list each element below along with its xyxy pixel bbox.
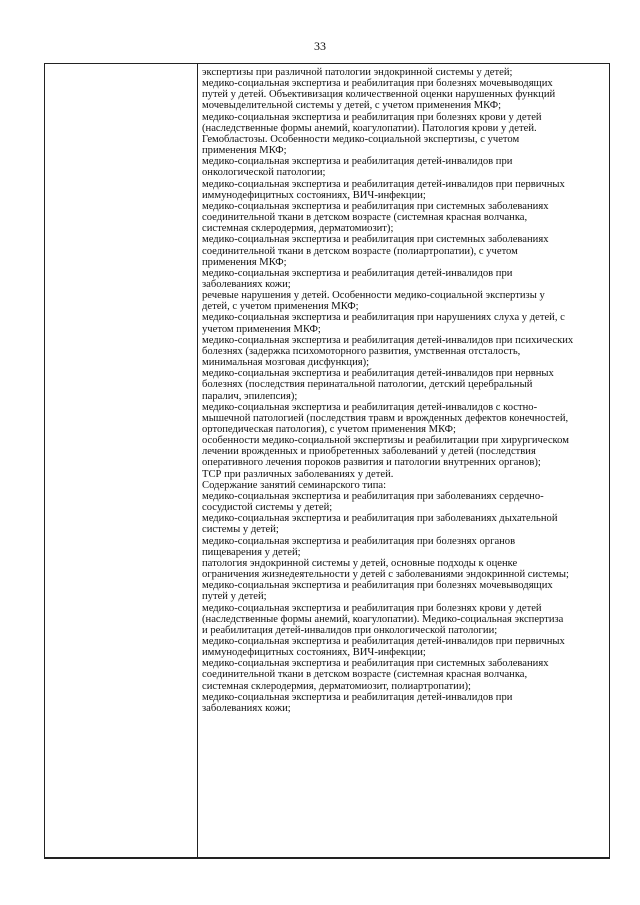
paragraph: медико-социальная экспертиза и реабилитация при болезнях мочевыводящих путей у детей. Объективизация количественной оценки нарушенных функций мочевыделительной системы у детей, с учетом применения МКФ; — [202, 78, 556, 112]
table-cell-content — [202, 67, 608, 714]
paragraph: медико-социальная экспертиза и реабилитация при системных заболеваниях соединительной ткани в детском возрасте (системная красная волчанка, системная склеродермия, дерматомиозит, полиартропатии); — [202, 658, 549, 692]
paragraph: особенности медико-социальной экспертизы и реабилитации при хирургическом лечении врожденных и приобретенных заболеваний у детей (последствия оперативного лечения пороков развития и патологии внутренних органов); — [202, 435, 569, 469]
paragraph: медико-социальная экспертиза и реабилитация при заболеваниях сердечно- сосудистой системы у детей; — [202, 490, 544, 514]
table-bottom-border — [44, 858, 610, 859]
paragraph: медико-социальная экспертиза и реабилитация при заболеваниях дыхательной системы у детей; — [202, 513, 558, 536]
paragraph: медико-социальная экспертиза и реабилитация детей-инвалидов при заболеваниях кожи; — [202, 267, 513, 290]
paragraph: медико-социальная экспертиза и реабилитация детей-инвалидов при психических болезнях (задержка психомоторного развития, умственная отсталость, минимальная мозговая дисфункция); — [202, 334, 574, 369]
content-table — [44, 63, 610, 858]
paragraph: Содержание занятий семинарского типа: — [202, 479, 387, 491]
paragraph: медико-социальная экспертиза и реабилитация детей-инвалидов с костно- мышечной патологией (последствия травм и врожденных дефектов конечностей, ортопедическая патология), с учетом применения МКФ; — [202, 401, 569, 435]
paragraph: медико-социальная экспертиза и реабилитация детей-инвалидов при нервных болезнях (последствия перинатальной патологии, детский церебральный паралич, эпилепсия); — [202, 368, 554, 402]
paragraph: медико-социальная экспертиза и реабилитация детей-инвалидов при первичных иммунодефицитных состояниях, ВИЧ-инфекции; — [202, 178, 565, 201]
page-number: 33 — [314, 39, 326, 53]
paragraph: медико-социальная экспертиза и реабилитация детей-инвалидов при заболеваниях кожи; — [202, 691, 513, 714]
paragraph: медико-социальная экспертиза и реабилитация детей-инвалидов при онкологической патологии; — [202, 156, 513, 179]
paragraph: медико-социальная экспертиза и реабилитация при системных заболеваниях соединительной ткани в детском возрасте (полиартропатии), с учетом применения МКФ; — [202, 234, 549, 268]
paragraph: медико-социальная экспертиза и реабилитация при болезнях крови у детей (наследственные формы анемий, коагулопатии). Медико-социальная экспертиза и реабилитация детей-инвалидов при онкологической патологии; — [202, 602, 564, 636]
paragraph: медико-социальная экспертиза и реабилитация при системных заболеваниях соединительной ткани в детском возрасте (системная красная волчанка, системная склеродермия, дерматомиозит); — [202, 200, 549, 235]
paragraph: медико-социальная экспертиза и реабилитация при болезнях органов пищеварения у детей; — [202, 535, 516, 558]
paragraph: речевые нарушения у детей. Особенности медико-социальной экспертизы у детей, с учетом применения МКФ; — [202, 290, 545, 313]
paragraph: экспертизы при различной патологии эндокринной системы у детей; — [202, 67, 513, 78]
paragraph: медико-социальная экспертиза и реабилитация детей-инвалидов при первичных иммунодефицитных состояниях, ВИЧ-инфекции; — [202, 635, 565, 659]
paragraph: патология эндокринной системы у детей, основные подходы к оценке ограничения жизнедеятельности у детей с заболеваниями эндокринной системы; — [202, 557, 569, 581]
paragraph: ТСР при различных заболеваниях у детей. — [202, 468, 394, 480]
column-divider — [197, 64, 198, 857]
paragraph: медико-социальная экспертиза и реабилитация при болезнях крови у детей (наследственные формы анемий, коагулопатии). Патология крови у детей. Гемобластозы. Особенности медико-социальной экспертизы, с учетом применения МКФ; — [202, 111, 542, 157]
paragraph: медико-социальная экспертиза и реабилитация при болезнях мочевыводящих путей у детей; — [202, 580, 553, 603]
paragraph: медико-социальная экспертиза и реабилитация при нарушениях слуха у детей, с учетом применения МКФ; — [202, 312, 565, 335]
